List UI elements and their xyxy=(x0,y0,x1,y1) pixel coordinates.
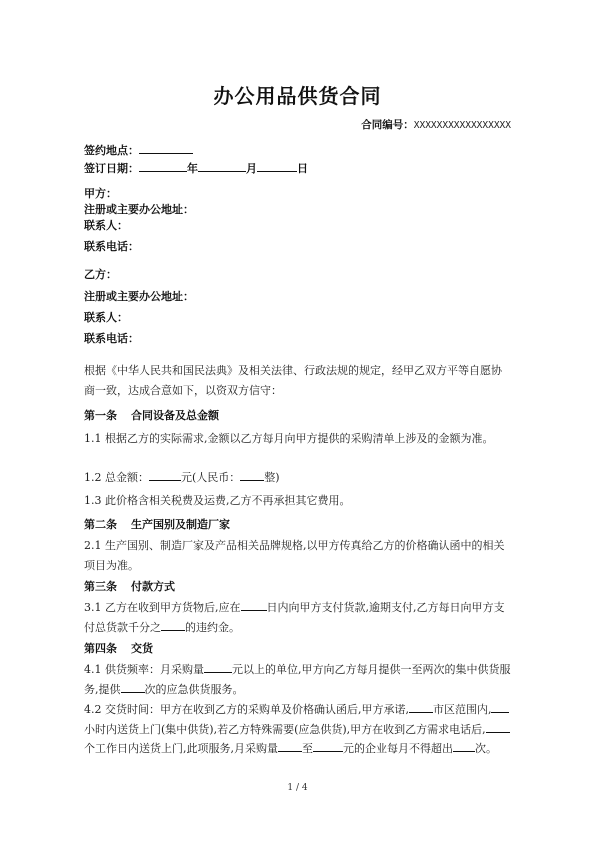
article-4-title: 交货 xyxy=(131,642,153,655)
clause-2-1: 2.1 生产国别、制造厂家及产品相关品牌规格,以甲方传真给乙方的价格确认函中的相关项目为准。 xyxy=(84,539,505,572)
sign-date-day-blank xyxy=(257,161,297,172)
contract-number-value: XXXXXXXXXXXXXXXXX xyxy=(413,120,511,131)
article-3-heading xyxy=(84,578,175,594)
party-a-phone: 联系电话： xyxy=(84,240,139,253)
article-1-heading xyxy=(84,407,219,423)
clause-1-3: 1.3 此价格含相关税费及运费,乙方不再承担其它费用。 xyxy=(84,494,351,507)
clause-4-1-a: 4.1 供货频率：月采购量 xyxy=(84,663,204,676)
clause-4-2-c: 小时内送货上门(集中供货),若乙方特殊需要(应急供货),甲方在收到乙方需求电话后, xyxy=(84,722,486,736)
clause-4-2-city-blank xyxy=(409,702,433,713)
clause-4-2-d: 个工作日内送货上门,此项服务,月采购量 xyxy=(84,742,278,755)
clause-1-2-rmb: 元(人民币： xyxy=(181,471,241,484)
clause-4-2 xyxy=(84,700,512,759)
article-2-heading xyxy=(84,516,230,532)
clause-4-2-g: 次。 xyxy=(475,742,497,755)
clause-1-2-amount-blank xyxy=(149,470,181,481)
clause-1-2-label: 1.2 总金额： xyxy=(84,471,149,484)
clause-1-2 xyxy=(84,468,512,488)
sign-place-blank xyxy=(139,143,193,154)
sign-date-label: 签订日期： xyxy=(84,162,139,175)
clause-3-1-c: 的违约金。 xyxy=(185,620,240,634)
clause-4-1-b: 元以上的单位,甲方向乙方每月提供一至两次的集中供货服务,提供 xyxy=(84,663,511,696)
clause-4-2-min-blank xyxy=(278,741,302,752)
clause-3-1-a: 3.1 乙方在收到甲方货物后,应在 xyxy=(84,601,241,614)
clause-4-2-hours-blank xyxy=(491,702,509,713)
article-4-number: 第四条 xyxy=(84,642,117,655)
article-2-title: 生产国别及制造厂家 xyxy=(131,518,230,531)
intro-paragraph: 根据《中华人民共和国民法典》及相关法律、行政法规的规定，经甲乙双方平等自愿协商一致，达成合意如下，以资双方信守： xyxy=(84,364,502,397)
party-b-address: 注册或主要办公地址： xyxy=(84,290,194,303)
sign-place-label: 签约地点： xyxy=(84,144,139,157)
article-4-heading xyxy=(84,640,153,656)
contract-number xyxy=(361,117,511,132)
sign-date-day: 日 xyxy=(297,162,308,175)
clause-3-1-days-blank xyxy=(241,600,267,611)
contract-number-label: 合同编号： xyxy=(361,119,414,131)
sign-date xyxy=(84,161,308,176)
clause-4-1 xyxy=(84,660,512,699)
clause-4-2-a: 4.2 交货时间：甲方在收到乙方的采购单及价格确认函后,甲方承诺, xyxy=(84,703,409,716)
clause-3-1-b: 日内向甲方支付货款,逾期支付,乙方每日向甲方支付总货款千分之 xyxy=(84,601,505,634)
clause-1-1: 1.1 根据乙方的实际需求,金额以乙方每月向甲方提供的采购清单上涉及的金额为准。 xyxy=(84,432,494,445)
sign-date-year-blank xyxy=(139,161,187,172)
page-number: 1 / 4 xyxy=(287,783,308,793)
party-a-name: 甲方： xyxy=(84,187,117,200)
clause-4-1-times-blank xyxy=(121,682,145,693)
clause-4-1-amount-blank xyxy=(204,662,232,673)
clause-4-2-f: 元的企业每月不得超出 xyxy=(343,742,453,755)
clause-1-2-rmb-blank xyxy=(240,470,264,481)
clause-4-2-b: 市区范围内, xyxy=(432,703,492,716)
article-3-title: 付款方式 xyxy=(131,580,175,593)
clause-4-1-c: 次的应急供货服务。 xyxy=(144,682,244,696)
party-b-contact: 联系人： xyxy=(84,311,128,324)
article-2-number: 第二条 xyxy=(84,518,117,531)
clause-4-2-limit-blank xyxy=(453,741,475,752)
clause-4-2-days-blank xyxy=(486,722,510,733)
article-1-title: 合同设备及总金额 xyxy=(131,409,219,422)
party-b-name: 乙方： xyxy=(84,268,117,281)
sign-date-year: 年 xyxy=(187,162,198,175)
party-a-contact: 联系人： xyxy=(84,219,128,232)
document-title: 办公用品供货合同 xyxy=(213,84,382,108)
sign-date-month: 月 xyxy=(246,162,257,175)
clause-4-2-max-blank xyxy=(313,741,343,752)
sign-place xyxy=(84,143,193,158)
party-a-address: 注册或主要办公地址： xyxy=(84,203,194,216)
clause-3-1-rate-blank xyxy=(161,620,185,631)
clause-1-2-end: 整) xyxy=(264,471,280,484)
sign-date-month-blank xyxy=(198,161,246,172)
party-b-phone: 联系电话： xyxy=(84,332,139,345)
clause-3-1 xyxy=(84,598,512,637)
article-1-number: 第一条 xyxy=(84,409,117,422)
clause-4-2-e: 至 xyxy=(302,742,313,755)
article-3-number: 第三条 xyxy=(84,580,117,593)
